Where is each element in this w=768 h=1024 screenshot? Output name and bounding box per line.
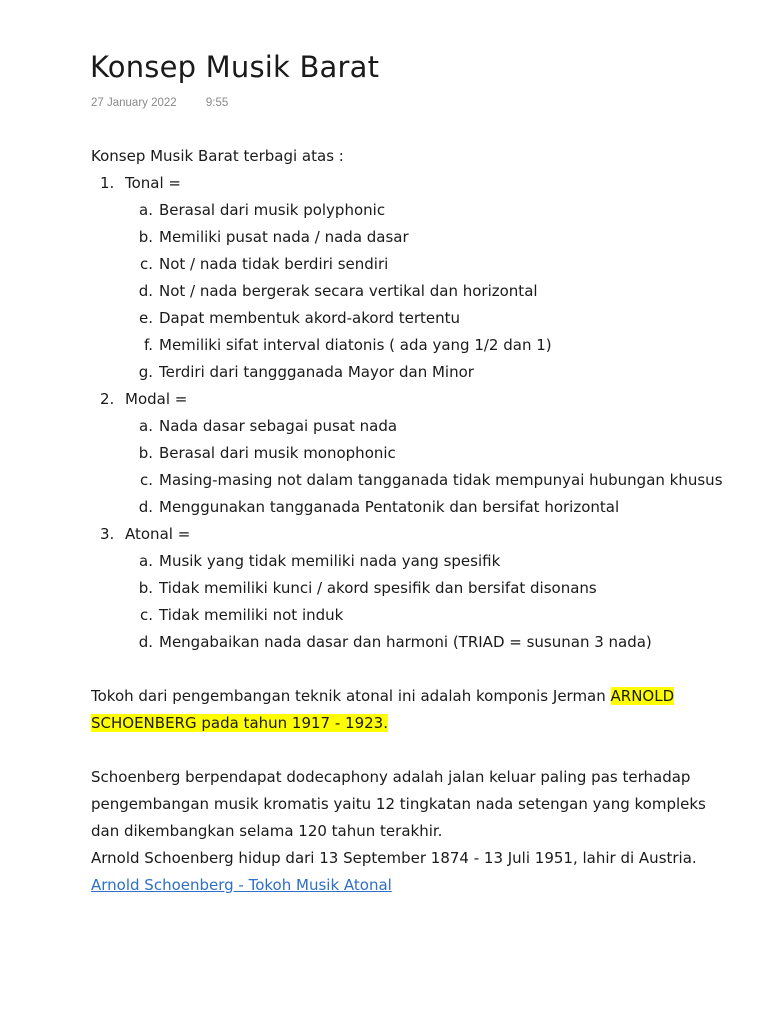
sub-item-text: Memiliki pusat nada / nada dasar	[159, 228, 409, 246]
section-item	[91, 521, 731, 656]
section-number: 3.	[100, 525, 115, 543]
sub-item	[125, 278, 731, 305]
sub-item	[125, 359, 731, 386]
sub-item-text: Tidak memiliki kunci / akord spesifik dan bersifat disonans	[159, 579, 597, 597]
sub-item-letter: g.	[138, 363, 153, 381]
sub-item-text: Terdiri dari tanggganada Mayor dan Minor	[159, 363, 474, 381]
page-title: Konsep Musik Barat	[90, 50, 380, 84]
sub-item-text: Not / nada bergerak secara vertikal dan horizontal	[159, 282, 538, 300]
sub-item	[125, 494, 731, 521]
sub-item	[125, 575, 731, 602]
sub-item-text: Not / nada tidak berdiri sendiri	[159, 255, 389, 273]
schoenberg-link[interactable]: Arnold Schoenberg - Tokoh Musik Atonal	[91, 876, 392, 894]
biography-paragraph	[91, 845, 731, 899]
note-metadata	[91, 97, 228, 109]
sub-item	[125, 224, 731, 251]
section-item	[91, 386, 731, 521]
sub-item-text: Mengabaikan nada dasar dan harmoni (TRIAD = susunan 3 nada)	[159, 633, 652, 651]
sub-item-letter: d.	[138, 633, 153, 651]
sub-item-text: Musik yang tidak memiliki nada yang spesifik	[159, 552, 501, 570]
sub-item-letter: a.	[139, 552, 153, 570]
sub-item-letter: e.	[139, 309, 153, 327]
section-number: 1.	[100, 174, 115, 192]
note-body[interactable]	[91, 143, 731, 899]
sub-item-text: Masing-masing not dalam tangganada tidak mempunyai hubungan khusus	[159, 471, 723, 489]
sub-item-text: Menggunakan tangganada Pentatonik dan bersifat horizontal	[159, 498, 620, 516]
sub-item-letter: a.	[139, 201, 153, 219]
sub-item	[125, 602, 731, 629]
sub-item-text: Memiliki sifat interval diatonis ( ada yang 1/2 dan 1)	[159, 336, 552, 354]
note-date: 27 January 2022	[91, 97, 177, 109]
sub-item	[125, 305, 731, 332]
sub-item-letter: d.	[138, 498, 153, 516]
sub-item-letter: f.	[144, 336, 153, 354]
sub-item-text: Tidak memiliki not induk	[159, 606, 344, 624]
concept-list	[91, 170, 731, 656]
sub-item-letter: b.	[138, 444, 153, 462]
sub-item	[125, 629, 731, 656]
sub-item-letter: c.	[139, 606, 153, 624]
sub-item	[125, 332, 731, 359]
sub-item-text: Nada dasar sebagai pusat nada	[159, 417, 398, 435]
sub-item-text: Berasal dari musik monophonic	[159, 444, 396, 462]
section-label: Modal =	[125, 390, 188, 408]
sub-item	[125, 440, 731, 467]
section-sublist	[125, 548, 731, 656]
sub-item-letter: b.	[138, 579, 153, 597]
sub-item-letter: c.	[139, 471, 153, 489]
section-item	[91, 170, 731, 386]
sub-item	[125, 197, 731, 224]
sub-item-letter: a.	[139, 417, 153, 435]
section-label: Atonal =	[125, 525, 191, 543]
intro-line: Konsep Musik Barat terbagi atas :	[91, 147, 344, 165]
tokoh-paragraph	[91, 683, 731, 737]
sub-item-letter: b.	[138, 228, 153, 246]
highlighted-text: ARNOLD SCHOENBERG pada tahun 1917 - 1923.	[91, 687, 675, 732]
dodecaphony-paragraph: Schoenberg berpendapat dodecaphony adalah jalan keluar paling pas terhadap pengembangan musik kromatis yaitu 12 tingkatan nada setengan yang kompleks dan dikembangkan selama 120 tahun terakhir.	[91, 768, 706, 840]
section-label: Tonal =	[125, 174, 181, 192]
sub-item-letter: c.	[139, 255, 153, 273]
sub-item	[125, 548, 731, 575]
sub-item	[125, 467, 731, 494]
sub-item	[125, 251, 731, 278]
section-number: 2.	[100, 390, 115, 408]
tokoh-text: Tokoh dari pengembangan teknik atonal ini adalah komponis Jerman	[91, 687, 611, 705]
sub-item-text: Dapat membentuk akord-akord tertentu	[159, 309, 461, 327]
note-time: 9:55	[205, 97, 229, 109]
section-sublist	[125, 413, 731, 521]
section-sublist	[125, 197, 731, 386]
sub-item	[125, 413, 731, 440]
biography-text: Arnold Schoenberg hidup dari 13 September 1874 - 13 Juli 1951, lahir di Austria.	[91, 849, 697, 867]
sub-item-letter: d.	[138, 282, 153, 300]
sub-item-text: Berasal dari musik polyphonic	[159, 201, 386, 219]
